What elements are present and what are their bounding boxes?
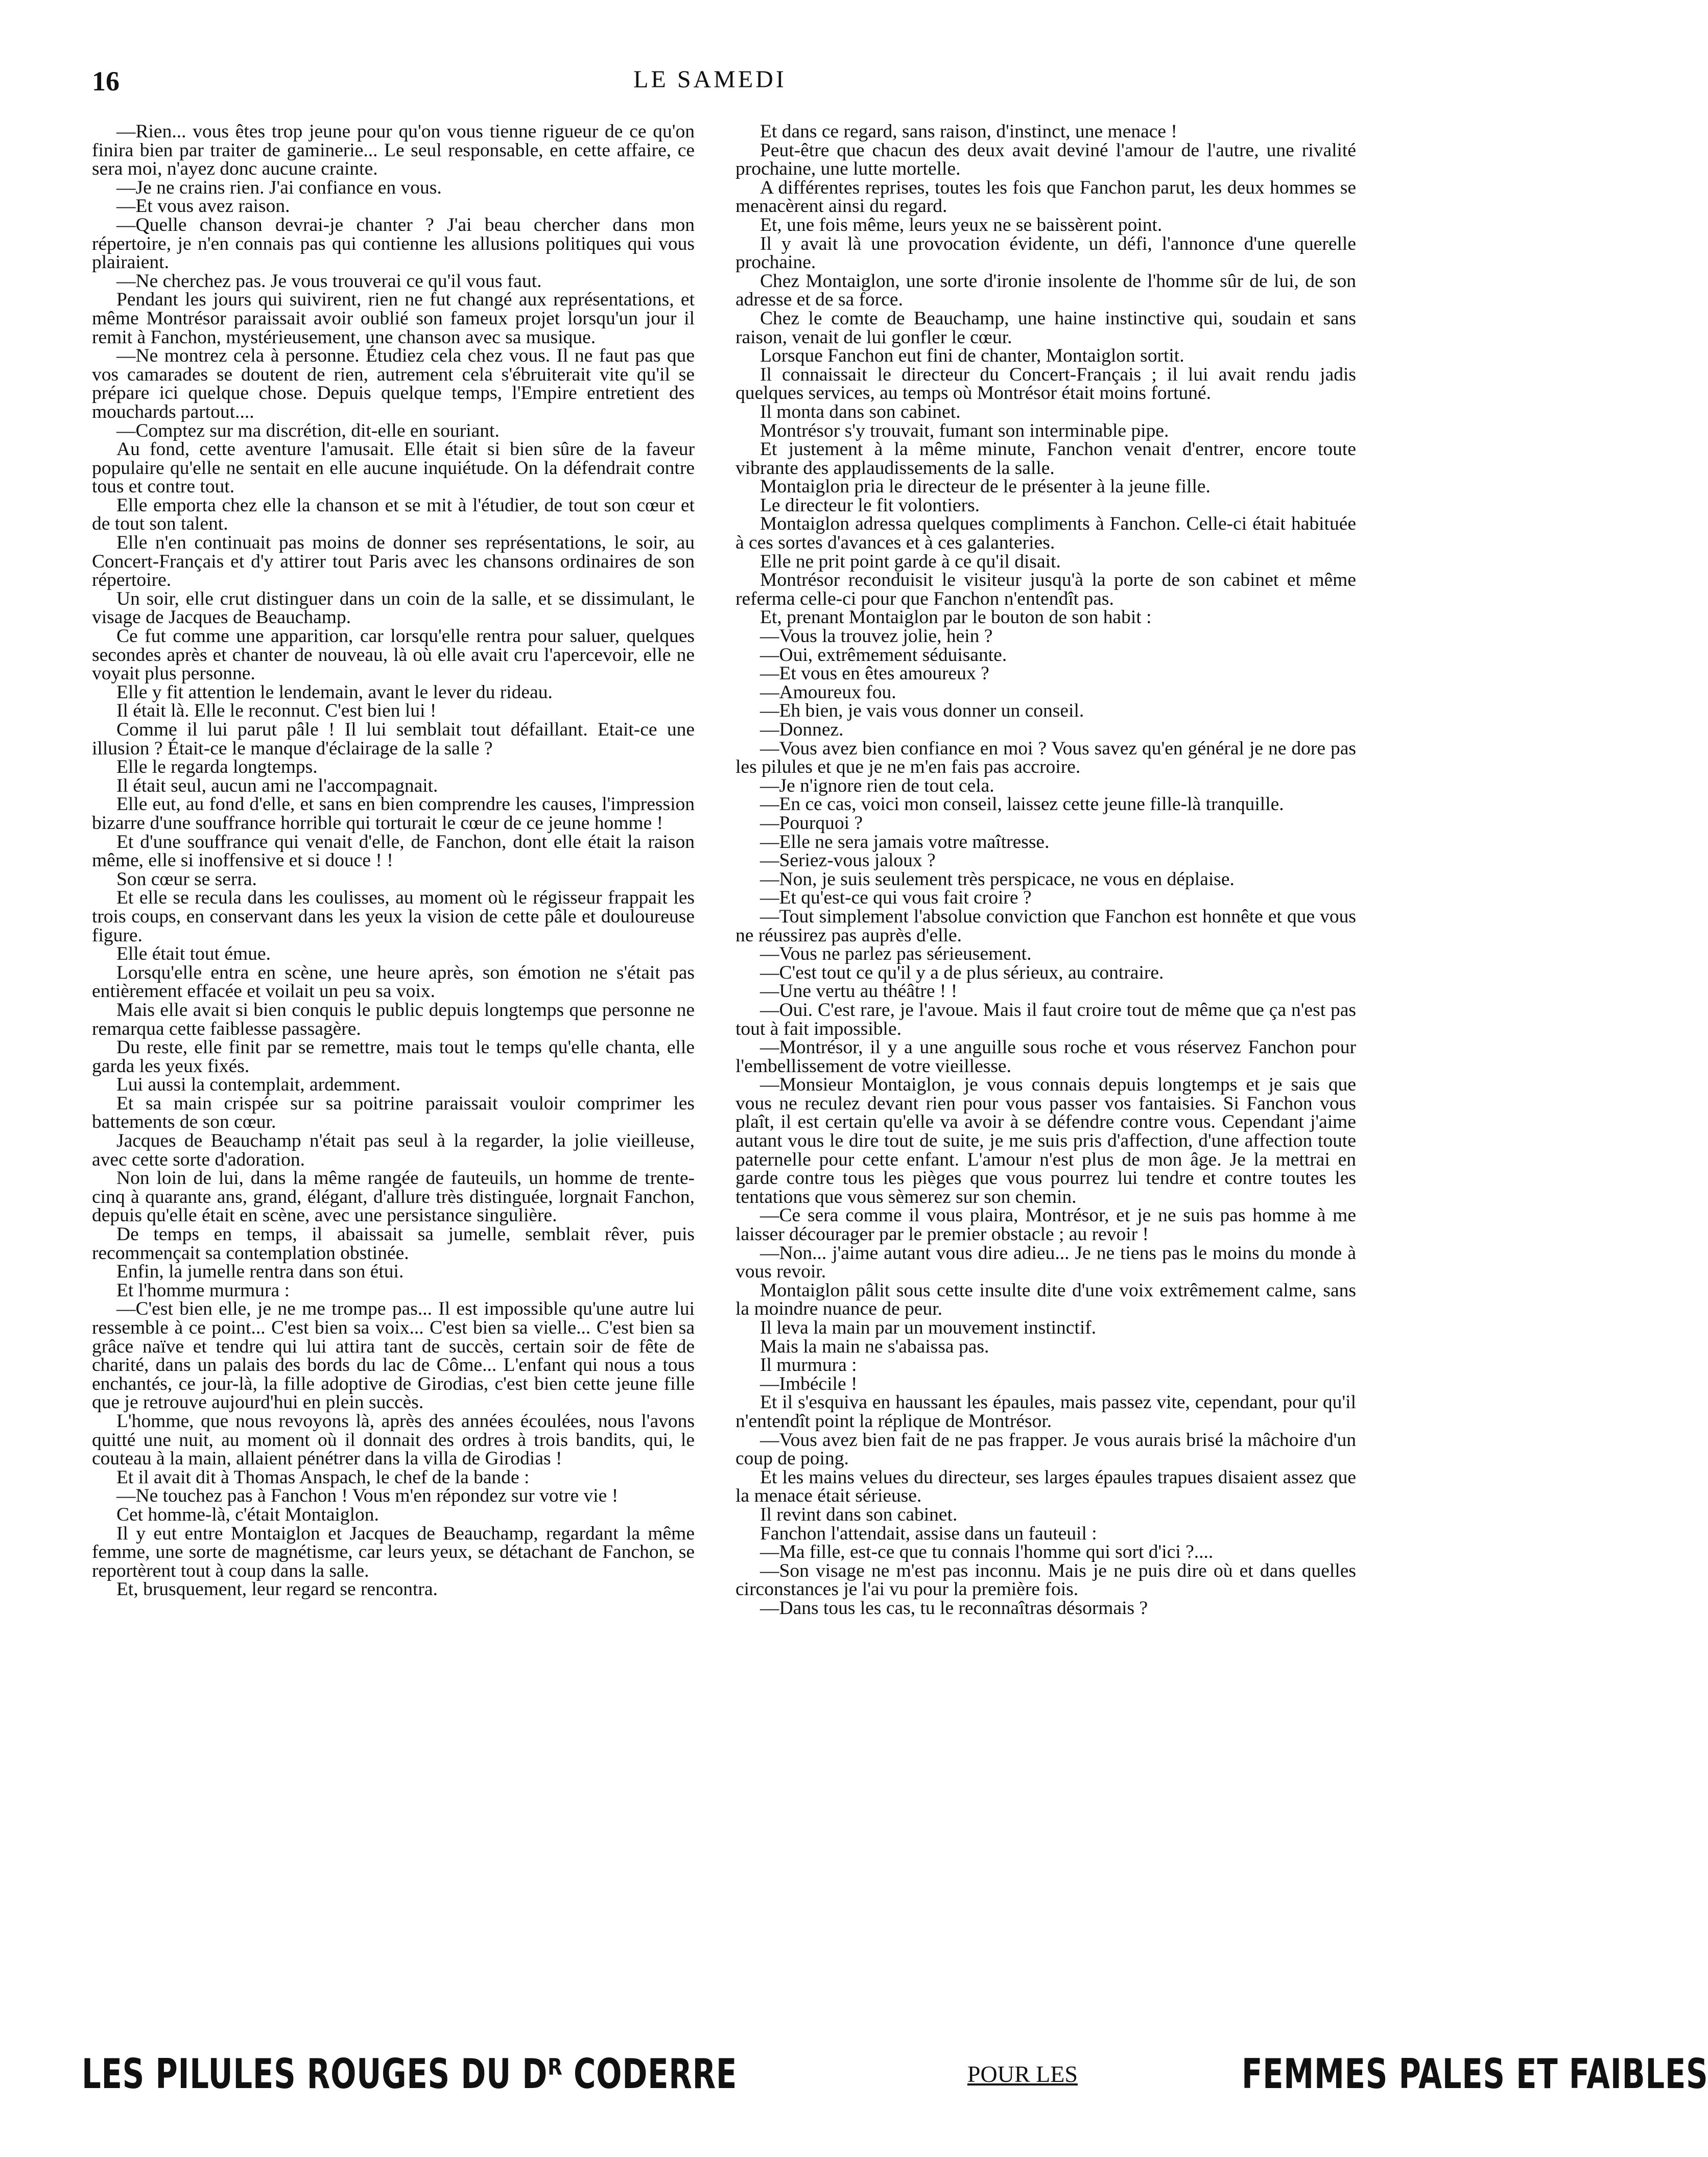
paragraph: Montrésor reconduisit le visiteur jusqu'à la porte de son cabinet et même referma celle-ci pour que Fanchon n'entendît pas. bbox=[736, 570, 1356, 609]
ad-middle-text: POUR LES bbox=[967, 2060, 1078, 2087]
paragraph: Chez le comte de Beauchamp, une haine instinctive qui, soudain et sans raison, venait de lui gonfler le cœur. bbox=[736, 307, 1356, 348]
paragraph: —Et qu'est-ce qui vous fait croire ? bbox=[760, 887, 1032, 909]
paragraph: Elle le regarda longtemps. bbox=[116, 756, 318, 778]
paragraph: —Eh bien, je vais vous donner un conseil. bbox=[760, 700, 1084, 722]
paragraph: —Vous la trouvez jolie, hein ? bbox=[760, 626, 993, 647]
paragraph: Et dans ce regard, sans raison, d'instinct, une menace ! bbox=[760, 121, 1177, 142]
paragraph: —Je ne crains rien. J'ai confiance en vous. bbox=[116, 177, 442, 198]
paragraph: —Non, je suis seulement très perspicace, ne vous en déplaise. bbox=[760, 868, 1235, 890]
paragraph: L'homme, que nous revoyons là, après des années écoulées, nous l'avons quitté une nuit, au moment où il donnait des ordres à trois bandits, qui, le couteau à la main, allaient pénétrer dans la villa de Girodias ! bbox=[92, 1410, 695, 1469]
paragraph: —Une vertu au théâtre ! ! bbox=[760, 981, 958, 1002]
paragraph: —Tout simplement l'absolue conviction que Fanchon est honnête et que vous ne réussirez pas auprès d'elle. bbox=[736, 906, 1356, 946]
paragraph: Fanchon l'attendait, assise dans un fauteuil : bbox=[760, 1523, 1097, 1544]
paragraph: —Ma fille, est-ce que tu connais l'homme qui sort d'ici ?.... bbox=[760, 1542, 1214, 1563]
paragraph: —Vous avez bien confiance en moi ? Vous savez qu'en général je ne dore pas les pilules et que je ne m'en fais pas accroire. bbox=[736, 738, 1356, 778]
journal-title: LE SAMEDI bbox=[633, 66, 787, 93]
paragraph: Et les mains velues du directeur, ses larges épaules trapues disaient assez que la menace était sérieuse. bbox=[736, 1466, 1356, 1507]
left-text-column bbox=[92, 123, 695, 2023]
paragraph: —Imbécile ! bbox=[760, 1373, 858, 1394]
paragraph: —C'est bien elle, je ne me trompe pas... Il est impossible qu'une autre lui ressemble à ce point... C'est bien sa voix... C'est bien sa vielle... C'est bien sa grâce naïve et tendre qui lui attira tant de succès, certain soir de fête de charité, dans un palais des bords du lac de Côme... L'enfant qui nous a tous enchantés, ce jour-là, la fille adoptive de Girodias, c'est bien cette jeune fille que je retrouve aujourd'hui en plein succès. bbox=[92, 1298, 695, 1413]
paragraph: —Rien... vous êtes trop jeune pour qu'on vous tienne rigueur de ce qu'on finira bien par traiter de gaminerie... Le seul responsable, en cette affaire, ce sera moi, n'ayez donc aucune crainte. bbox=[92, 121, 695, 180]
paragraph: —Pourquoi ? bbox=[760, 812, 863, 834]
paragraph: —Amoureux fou. bbox=[760, 681, 896, 703]
page-header bbox=[77, 65, 1343, 106]
paragraph: —Ne cherchez pas. Je vous trouverai ce qu'il vous faut. bbox=[116, 270, 542, 292]
paragraph: Cet homme-là, c'était Montaiglon. bbox=[116, 1504, 379, 1525]
paragraph: Elle eut, au fond d'elle, et sans en bien comprendre les causes, l'impression bizarre d'une souffrance horrible qui torturait le cœur de ce jeune homme ! bbox=[92, 794, 695, 834]
paragraph: Mais elle avait si bien conquis le public depuis longtemps que personne ne remarqua cette faiblesse passagère. bbox=[92, 999, 695, 1039]
paragraph: De temps en temps, il abaissait sa jumelle, semblait rêver, puis recommençait sa contemplation obstinée. bbox=[92, 1224, 695, 1264]
paragraph: —Monsieur Montaiglon, je vous connais depuis longtemps et je sais que vous ne reculez devant rien pour vous passer vos fantaisies. Si Fanchon vous plaît, il est certain qu'elle va avoir à se défendre contre vous. Cependant j'aime autant vous le dire tout de suite, je me suis pris d'affection, d'une affection toute paternelle pour cette enfant. L'amour n'est plus de mon âge. Je la mettrai en garde contre tous les pièges que vous pourrez lui tendre et contre toutes les tentations que vous sèmerez sur son chemin. bbox=[736, 1074, 1356, 1207]
paragraph: Pendant les jours qui suivirent, rien ne fut changé aux représentations, et même Montrésor paraissait avoir oublié son fameux projet lorsqu'un jour il remit à Fanchon, mystérieusement, une chanson avec sa musique. bbox=[92, 289, 695, 348]
right-text-column bbox=[736, 123, 1356, 2023]
paragraph: Montaiglon pâlit sous cette insulte dite d'une voix extrêmement calme, sans la moindre nuance de peur. bbox=[736, 1279, 1356, 1320]
paragraph: Mais la main ne s'abaissa pas. bbox=[760, 1336, 989, 1357]
paragraph: —Ne montrez cela à personne. Étudiez cela chez vous. Il ne faut pas que vos camarades se doutent de rien, autrement cela s'ébruiterait vite qu'il se prépare ici quelque chose. Depuis quelque temps, l'Empire entretient des mouchards partout.... bbox=[92, 345, 695, 422]
paragraph: Elle y fit attention le lendemain, avant le lever du rideau. bbox=[116, 681, 553, 703]
paragraph: —Son visage ne m'est pas inconnu. Mais je ne puis dire où et dans quelles circonstances je l'ai vu pour la première fois. bbox=[736, 1560, 1356, 1600]
paragraph: Il y eut entre Montaiglon et Jacques de Beauchamp, regardant la même femme, une sorte de magnétisme, car leurs yeux, se détachant de Fanchon, se reportèrent tout à coup dans la salle. bbox=[92, 1523, 695, 1581]
paragraph: —Montrésor, il y a une anguille sous roche et vous réservez Fanchon pour l'embellissement de votre vieillesse. bbox=[736, 1037, 1356, 1077]
paragraph: Elle n'en continuait pas moins de donner ses représentations, le soir, au Concert-Français et d'y attirer tout Paris avec les chansons ordinaires de son répertoire. bbox=[92, 532, 695, 591]
paragraph: Il monta dans son cabinet. bbox=[760, 401, 961, 422]
paragraph: —Elle ne sera jamais votre maîtresse. bbox=[760, 831, 1050, 852]
paragraph: —Je n'ignore rien de tout cela. bbox=[760, 775, 994, 796]
paragraph: Et elle se recula dans les coulisses, au moment où le régisseur frappait les trois coups, en conservant dans les yeux la vision de cette pâle et douloureuse figure. bbox=[92, 887, 695, 946]
paragraph: —Et vous avez raison. bbox=[116, 196, 290, 217]
paragraph: Et d'une souffrance qui venait d'elle, de Fanchon, dont elle était la raison même, elle si inoffensive et si douce ! ! bbox=[92, 831, 695, 871]
paragraph: Il revint dans son cabinet. bbox=[760, 1504, 958, 1525]
paragraph: —Et vous en êtes amoureux ? bbox=[760, 663, 989, 684]
paragraph: —Dans tous les cas, tu le reconnaîtras désormais ? bbox=[760, 1597, 1148, 1619]
paragraph: Il y avait là une provocation évidente, un défi, l'annonce d'une querelle prochaine. bbox=[736, 233, 1356, 273]
paragraph: Montaiglon pria le directeur de le présenter à la jeune fille. bbox=[760, 476, 1211, 497]
paragraph: Comme il lui parut pâle ! Il lui semblait tout défaillant. Etait-ce une illusion ? Était-ce le manque d'éclairage de la salle ? bbox=[92, 719, 695, 759]
paragraph: —Oui. C'est rare, je l'avoue. Mais il faut croire tout de même que ça n'est pas tout à fait impossible. bbox=[736, 999, 1356, 1039]
ad-right-text: FEMMES PALES ET FAIBLES bbox=[1241, 2050, 1708, 2098]
paragraph: —Quelle chanson devrai-je chanter ? J'ai beau chercher dans mon répertoire, je n'en connais pas qui contienne les allusions politiques qui vous plairaient. bbox=[92, 214, 695, 273]
paragraph: —Ne touchez pas à Fanchon ! Vous m'en répondez sur votre vie ! bbox=[116, 1485, 619, 1507]
paragraph: Il murmura : bbox=[760, 1355, 857, 1376]
paragraph: Et, brusquement, leur regard se rencontra. bbox=[116, 1579, 438, 1600]
paragraph: Du reste, elle finit par se remettre, mais tout le temps qu'elle chanta, elle garda les yeux fixés. bbox=[92, 1037, 695, 1077]
paragraph: —Comptez sur ma discrétion, dit-elle en souriant. bbox=[116, 420, 500, 441]
paragraph: Son cœur se serra. bbox=[116, 868, 257, 890]
paragraph: Elle était tout émue. bbox=[116, 943, 271, 965]
paragraph: Non loin de lui, dans la même rangée de fauteuils, un homme de trente-cinq à quarante ans, grand, élégant, d'allure très distinguée, lorgnait Fanchon, depuis qu'elle était en scène, avec une persistance singulière. bbox=[92, 1168, 695, 1226]
paragraph: Chez Montaiglon, une sorte d'ironie insolente de l'homme sûr de lui, de son adresse et de sa force. bbox=[736, 270, 1356, 311]
paragraph: —Ce sera comme il vous plaira, Montrésor, et je ne suis pas homme à me laisser décourager par le premier obstacle ; au revoir ! bbox=[736, 1205, 1356, 1245]
paragraph: Et, une fois même, leurs yeux ne se baissèrent point. bbox=[760, 214, 1163, 235]
paragraph: Le directeur le fit volontiers. bbox=[760, 494, 980, 516]
paragraph: —Vous ne parlez pas sérieusement. bbox=[760, 943, 1032, 965]
paragraph: Lorsqu'elle entra en scène, une heure après, son émotion ne s'était pas entièrement effacée et voilait un peu sa voix. bbox=[92, 962, 695, 1002]
paragraph: Elle emporta chez elle la chanson et se mit à l'étudier, de tout son cœur et de tout son talent. bbox=[92, 494, 695, 535]
paragraph: —Non... j'aime autant vous dire adieu... Je ne tiens pas le moins du monde à vous revoir. bbox=[736, 1242, 1356, 1283]
paragraph: Jacques de Beauchamp n'était pas seul à la regarder, la jolie vieilleuse, avec cette sorte d'adoration. bbox=[92, 1130, 695, 1170]
paragraph: Et il avait dit à Thomas Anspach, le chef de la bande : bbox=[116, 1466, 530, 1488]
paragraph: Ce fut comme une apparition, car lorsqu'elle rentra pour saluer, quelques secondes après et chanter de nouveau, là où elle avait cru l'apercevoir, elle ne voyait plus personne. bbox=[92, 626, 695, 684]
paragraph: —Oui, extrêmement séduisante. bbox=[760, 644, 1007, 666]
paragraph: Montrésor s'y trouvait, fumant son interminable pipe. bbox=[760, 420, 1169, 441]
paragraph: —C'est tout ce qu'il y a de plus sérieux, au contraire. bbox=[760, 962, 1164, 983]
footer-advertisement bbox=[82, 2041, 1708, 2107]
paragraph: —Seriez-vous jaloux ? bbox=[760, 850, 936, 871]
paragraph: Lorsque Fanchon eut fini de chanter, Montaiglon sortit. bbox=[760, 345, 1184, 367]
paragraph: —Vous avez bien fait de ne pas frapper. Je vous aurais brisé la mâchoire d'un coup de poing. bbox=[736, 1429, 1356, 1469]
paragraph: Un soir, elle crut distinguer dans un coin de la salle, et se dissimulant, le visage de Jacques de Beauchamp. bbox=[92, 588, 695, 628]
paragraph: Peut-être que chacun des deux avait deviné l'amour de l'autre, une rivalité prochaine, une lutte mortelle. bbox=[736, 139, 1356, 180]
paragraph: Elle ne prit point garde à ce qu'il disait. bbox=[760, 551, 1061, 572]
paragraph: Et il s'esquiva en haussant les épaules, mais passez vite, cependant, pour qu'il n'entendît point la réplique de Montrésor. bbox=[736, 1392, 1356, 1432]
paragraph: Il connaissait le directeur du Concert-Français ; il lui avait rendu jadis quelques services, au temps où Montrésor était moins fortuné. bbox=[736, 364, 1356, 404]
paragraph: Il leva la main par un mouvement instinctif. bbox=[760, 1317, 1097, 1338]
paragraph: —En ce cas, voici mon conseil, laissez cette jeune fille-là tranquille. bbox=[760, 794, 1284, 815]
paragraph: —Donnez. bbox=[760, 719, 844, 740]
paragraph: Et justement à la même minute, Fanchon venait d'entrer, encore toute vibrante des applaudissements de la salle. bbox=[736, 439, 1356, 479]
paragraph: Et, prenant Montaiglon par le bouton de son habit : bbox=[760, 607, 1152, 628]
paragraph: Il était seul, aucun ami ne l'accompagnait. bbox=[116, 775, 438, 796]
paragraph: Et sa main crispée sur sa poitrine paraissait vouloir comprimer les battements de son cœur. bbox=[92, 1093, 695, 1133]
paragraph: Montaiglon adressa quelques compliments à Fanchon. Celle-ci était habituée à ces sortes d'avances et à ces galanteries. bbox=[736, 513, 1356, 554]
paragraph: Enfin, la jumelle rentra dans son étui. bbox=[116, 1261, 404, 1283]
page-number: 16 bbox=[92, 66, 120, 97]
paragraph: Au fond, cette aventure l'amusait. Elle était si bien sûre de la faveur populaire qu'elle ne sentait en elle aucune inquiétude. On la défendrait contre tous et contre tout. bbox=[92, 439, 695, 497]
ad-left-text: LES PILULES ROUGES DU Dᴿ CODERRE bbox=[82, 2050, 738, 2098]
paragraph: Lui aussi la contemplait, ardemment. bbox=[116, 1074, 401, 1096]
paragraph: Et l'homme murmura : bbox=[116, 1279, 290, 1301]
paragraph: Il était là. Elle le reconnut. C'est bien lui ! bbox=[116, 700, 437, 722]
paragraph: A différentes reprises, toutes les fois que Fanchon parut, les deux hommes se menacèrent ainsi du regard. bbox=[736, 177, 1356, 217]
